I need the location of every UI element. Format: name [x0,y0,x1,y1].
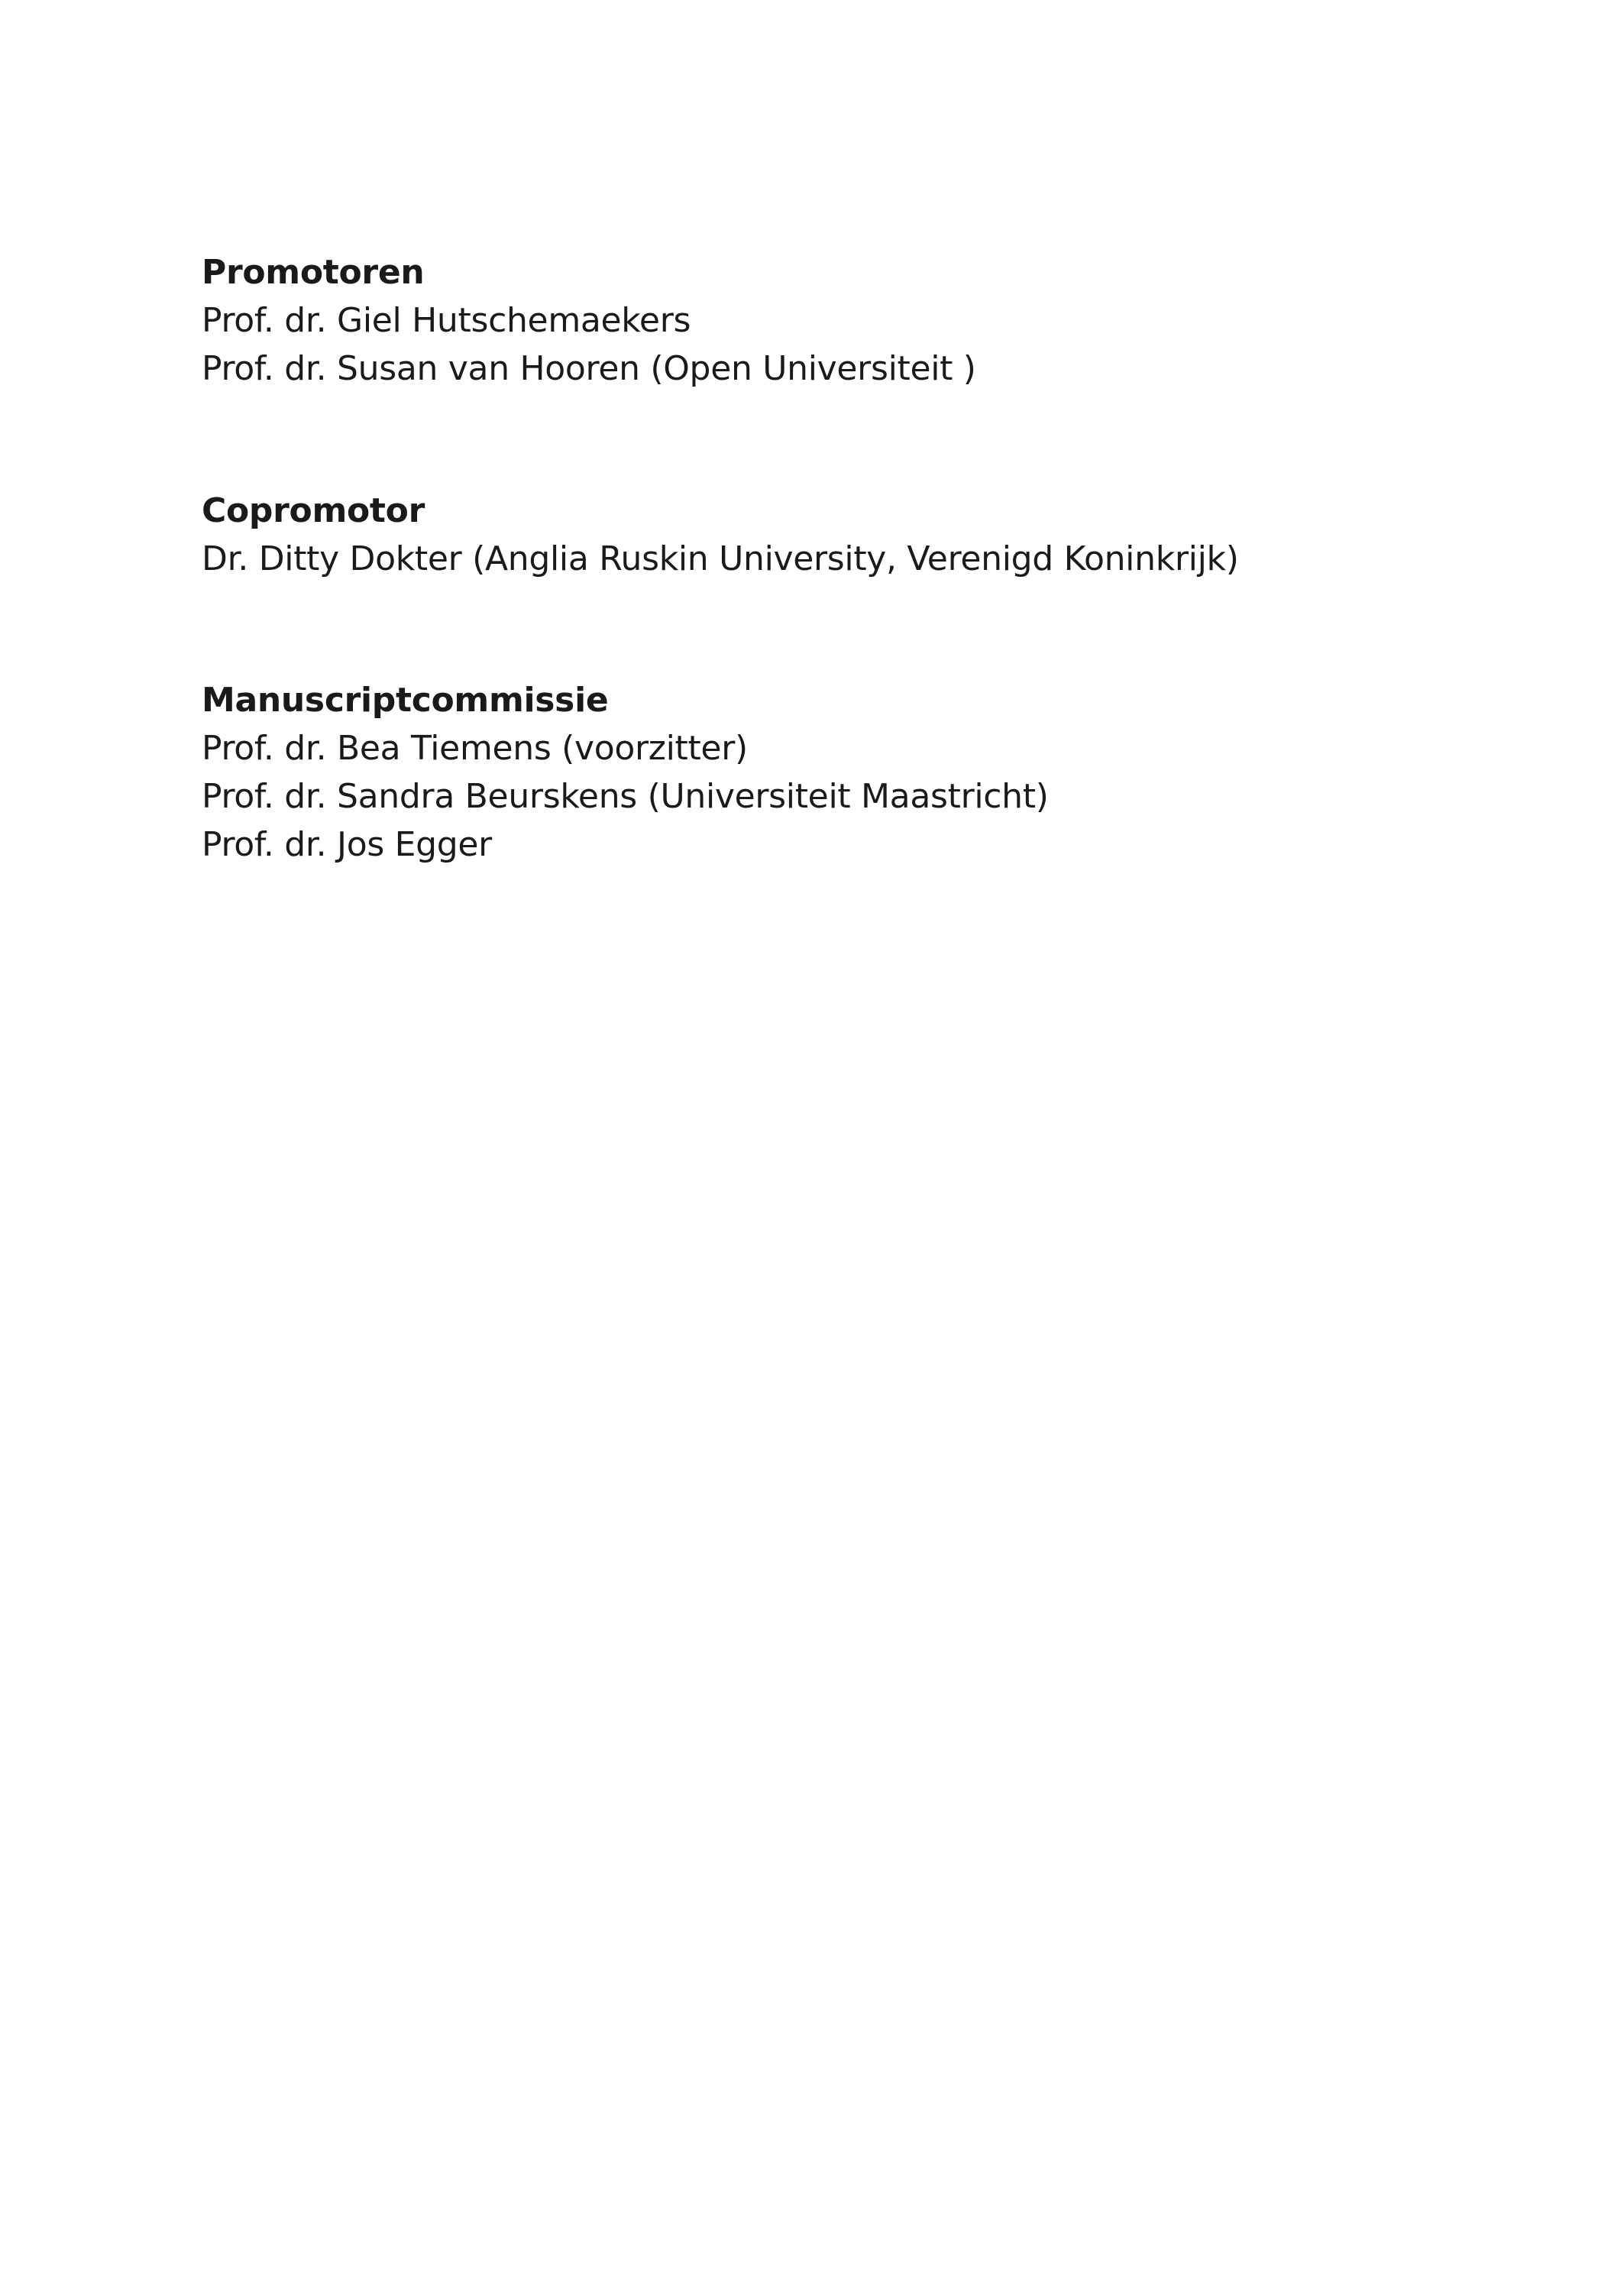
copromotor-heading: Copromotor [202,491,425,530]
copromotor-section [202,487,1500,583]
promotoren-section [202,248,1500,393]
promotoren-heading: Promotoren [202,253,425,292]
commissie-member-name: Prof. dr. Bea Tiemens (voorzitter) [202,729,748,768]
manuscriptcommissie-heading: Manuscriptcommissie [202,681,609,720]
promotor-name: Prof. dr. Susan van Hooren (Open Universiteit ) [202,349,976,388]
promotor-name: Prof. dr. Giel Hutschemaekers [202,301,691,340]
manuscriptcommissie-section [202,676,1500,869]
commissie-member-name: Prof. dr. Jos Egger [202,825,492,864]
commissie-member-name: Prof. dr. Sandra Beurskens (Universiteit Maastricht) [202,777,1049,816]
copromotor-name: Dr. Ditty Dokter (Anglia Ruskin University, Verenigd Koninkrijk) [202,539,1239,578]
